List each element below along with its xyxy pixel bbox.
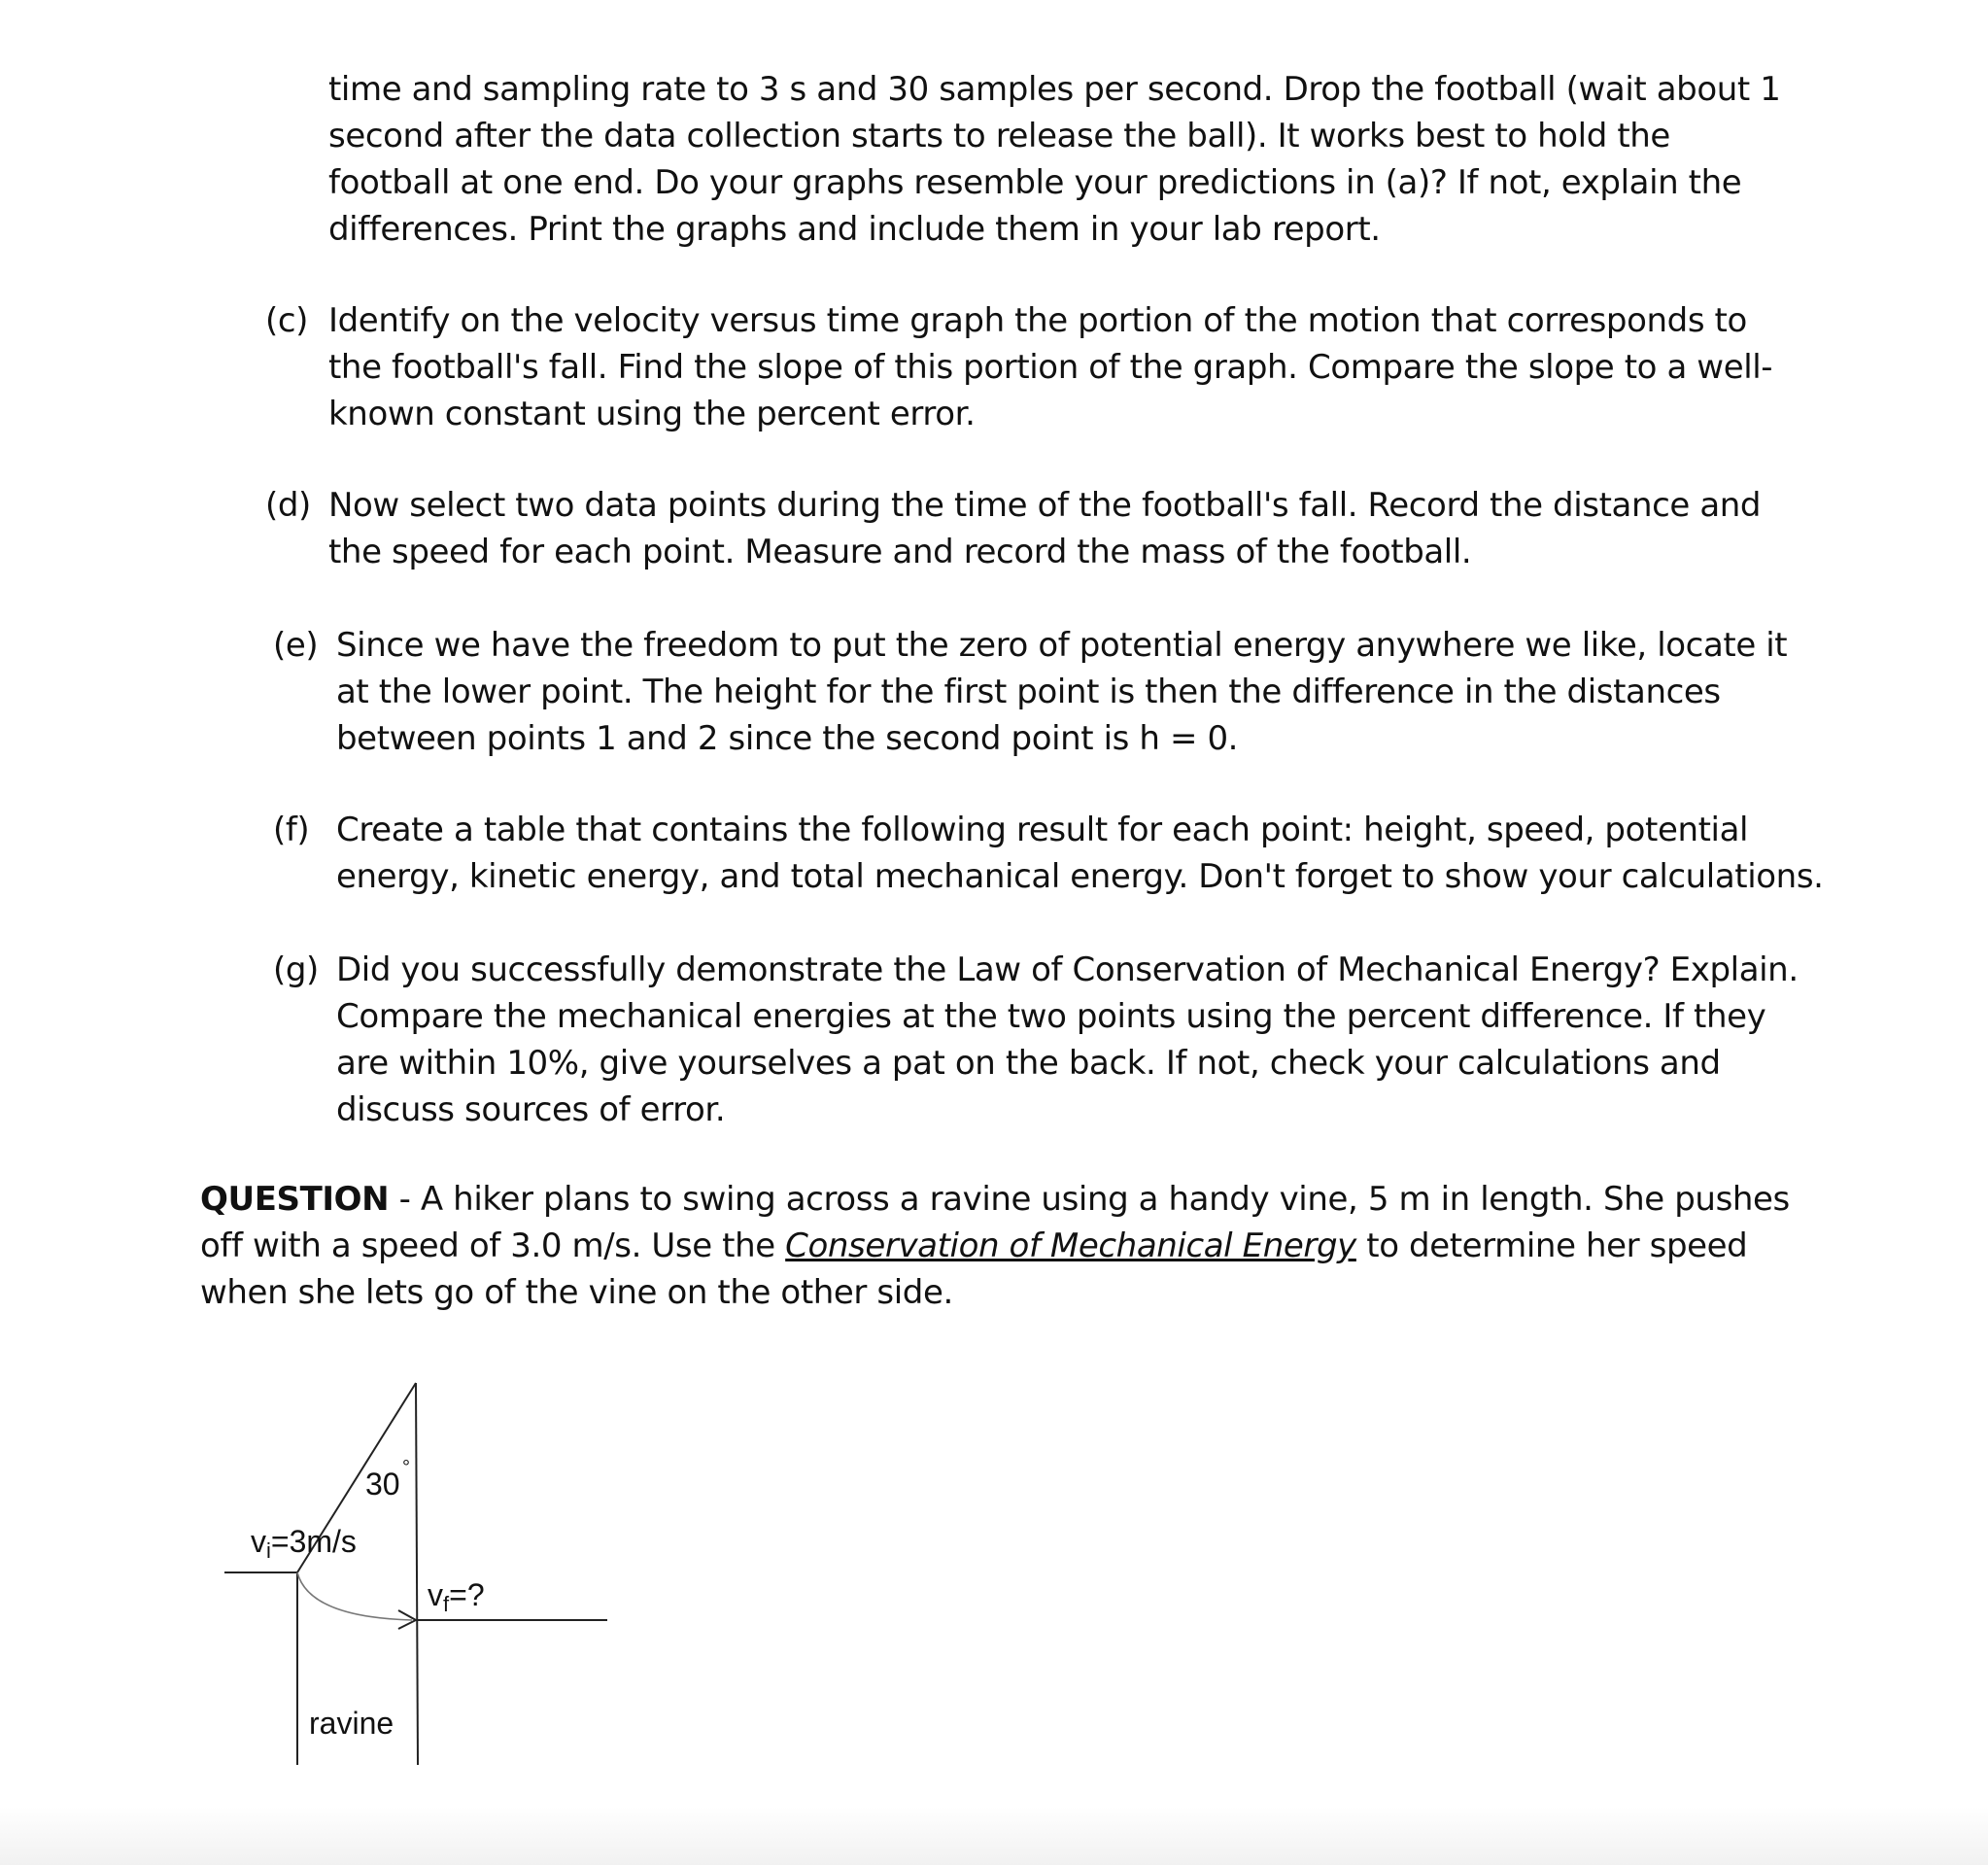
swing-path-arc: [297, 1572, 412, 1620]
item-label: (f): [273, 811, 310, 849]
item-line: discuss sources of error.: [336, 1090, 726, 1129]
item-line: the speed for each point. Measure and record the mass of the football.: [328, 533, 1472, 571]
item-label: (c): [265, 301, 309, 340]
vi-v: v: [251, 1524, 266, 1559]
vi-rest: =3m/s: [270, 1524, 357, 1559]
item-line: at the lower point. The height for the first point is then the difference in the distances: [336, 673, 1721, 711]
conservation-link: Conservation of Mechanical Energy: [785, 1226, 1356, 1265]
question-heading: QUESTION: [200, 1180, 390, 1219]
vi-sub: i: [266, 1538, 271, 1563]
item-label: (d): [265, 486, 311, 525]
vf-rest: =?: [449, 1577, 485, 1612]
item-line: Identify on the velocity versus time graph the portion of the motion that corresponds to: [328, 301, 1747, 340]
item-line: are within 10%, give yourselves a pat on the back. If not, check your calculations and: [336, 1044, 1721, 1083]
item-line: Compare the mechanical energies at the two points using the percent difference. If they: [336, 997, 1766, 1036]
item-line: Did you successfully demonstrate the Law of Conservation of Mechanical Energy? Explain.: [336, 950, 1799, 989]
continuation-line: football at one end. Do your graphs resemble your predictions in (a)? If not, explain the: [328, 163, 1742, 202]
item-line: known constant using the percent error.: [328, 395, 976, 433]
item-line: the football's fall. Find the slope of this portion of the graph. Compare the slope to a well-: [328, 348, 1773, 387]
far-cliff-wall: [416, 1383, 418, 1765]
item-line: between points 1 and 2 since the second point is h = 0.: [336, 719, 1239, 758]
continuation-line: second after the data collection starts to release the ball). It works best to hold the: [328, 117, 1670, 155]
vf-label: [428, 1577, 485, 1616]
continuation-line: differences. Print the graphs and include them in your lab report.: [328, 210, 1381, 249]
question-text: - A hiker plans to swing across a ravine using a handy vine, 5 m in length. She pushes: [389, 1180, 1790, 1219]
page-bottom-edge: [0, 1807, 1988, 1865]
ravine-label: ravine: [309, 1706, 394, 1741]
item-label: (e): [273, 626, 319, 665]
vf-v: v: [428, 1577, 443, 1612]
vf-sub: f: [443, 1592, 450, 1616]
item-line: Now select two data points during the time of the football's fall. Record the distance and: [328, 486, 1762, 525]
item-label: (g): [273, 950, 319, 989]
vi-label: [251, 1524, 357, 1563]
question-text: to determine her speed: [1355, 1226, 1748, 1265]
item-line: energy, kinetic energy, and total mechanical energy. Don't forget to show your calculations.: [336, 857, 1824, 896]
angle-label: 30: [365, 1467, 400, 1502]
continuation-line: time and sampling rate to 3 s and 30 samples per second. Drop the football (wait about 1: [328, 70, 1781, 109]
item-line: Create a table that contains the following result for each point: height, speed, potential: [336, 811, 1749, 849]
degree-mark: °: [402, 1457, 410, 1478]
question-text: off with a speed of 3.0 m/s. Use the: [200, 1226, 786, 1265]
item-line: Since we have the freedom to put the zero of potential energy anywhere we like, locate it: [336, 626, 1788, 665]
question-line-3: when she lets go of the vine on the other side.: [200, 1273, 953, 1312]
